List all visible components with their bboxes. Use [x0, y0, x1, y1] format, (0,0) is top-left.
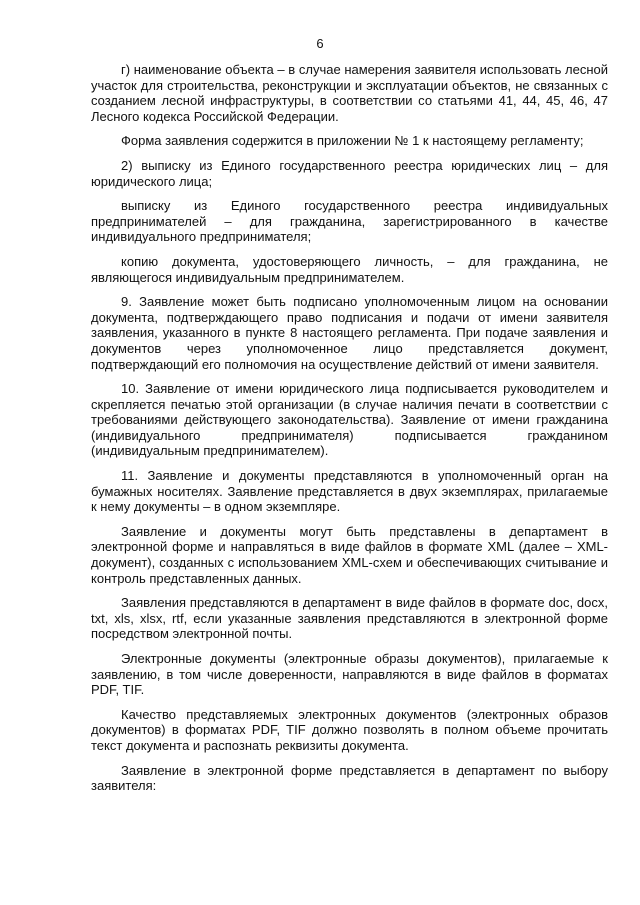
paragraph-object-name: г) наименование объекта – в случае намерения заявителя использовать лесной участок для строительства, реконструкции и эксплуатации объектов, не связанных с созданием лесной инфраструктуры, в соответствии со статьями 41, 44, 45, 46, 47 Лесного кодекса Российской Федерации.	[91, 62, 608, 124]
paragraph-form-appendix: Форма заявления содержится в приложении № 1 к настоящему регламенту;	[121, 133, 584, 149]
paragraph-item-9: 9. Заявление может быть подписано уполномоченным лицом на основании документа, подтверждающего право подписания и подачи от имени заявителя заявления, указанного в пункте 8 настоящего регламента. При подаче заявления и документов через уполномоченное лицо представляется документ, подтверждающий его полномочия на осуществление действий от имени заявителя.	[91, 294, 608, 372]
paragraph-document-quality: Качество представляемых электронных документов (электронных образов документов) в форматах PDF, TIF должно позволять в полном объеме прочитать текст документа и распознать реквизиты документа.	[91, 706, 608, 753]
document-body	[91, 62, 608, 803]
paragraph-identity-copy: копию документа, удостоверяющего личность, – для гражданина, не являющегося индивидуальным предпринимателем.	[91, 253, 608, 285]
paragraph-item-11: 11. Заявление и документы представляются в уполномоченный орган на бумажных носителях. Заявление представляется в двух экземплярах, прилагаемые к нему документы – в одном экземпляре.	[91, 468, 608, 515]
paragraph-file-formats: Заявления представляются в департамент в виде файлов в формате doc, docx, txt, xls, xlsx, rtf, если указанные заявления представляются в электронной форме посредством электронной почты.	[91, 595, 608, 642]
paragraph-electronic-submission-choice: Заявление в электронной форме представляется в департамент по выбору заявителя:	[91, 762, 608, 794]
page-number: 6	[316, 36, 324, 51]
paragraph-electronic-documents: Электронные документы (электронные образы документов), прилагаемые к заявлению, в том числе доверенности, направляются в виде файлов в форматах PDF, TIF.	[91, 651, 608, 698]
paragraph-entrepreneur-extract: выписку из Единого государственного реестра индивидуальных предпринимателей – для гражданина, зарегистрированного в качестве индивидуального предпринимателя;	[91, 198, 608, 245]
paragraph-item-10: 10. Заявление от имени юридического лица подписывается руководителем и скрепляется печатью этой организации (в случае наличия печати в соответствии с требованиями действующего законодательства). Заявление от имени гражданина (индивидуального предпринимателя) подписывается гражданином (индивидуальным предпринимателем).	[91, 381, 608, 459]
paragraph-legal-entity-extract: 2) выписку из Единого государственного реестра юридических лиц – для юридического лица;	[91, 157, 608, 189]
paragraph-xml-submission: Заявление и документы могут быть представлены в департамент в электронной форме и направляться в виде файлов в формате XML (далее – XML-документ), созданных с использованием XML-схем и обеспечивающих считывание и контроль представленных данных.	[91, 523, 608, 586]
